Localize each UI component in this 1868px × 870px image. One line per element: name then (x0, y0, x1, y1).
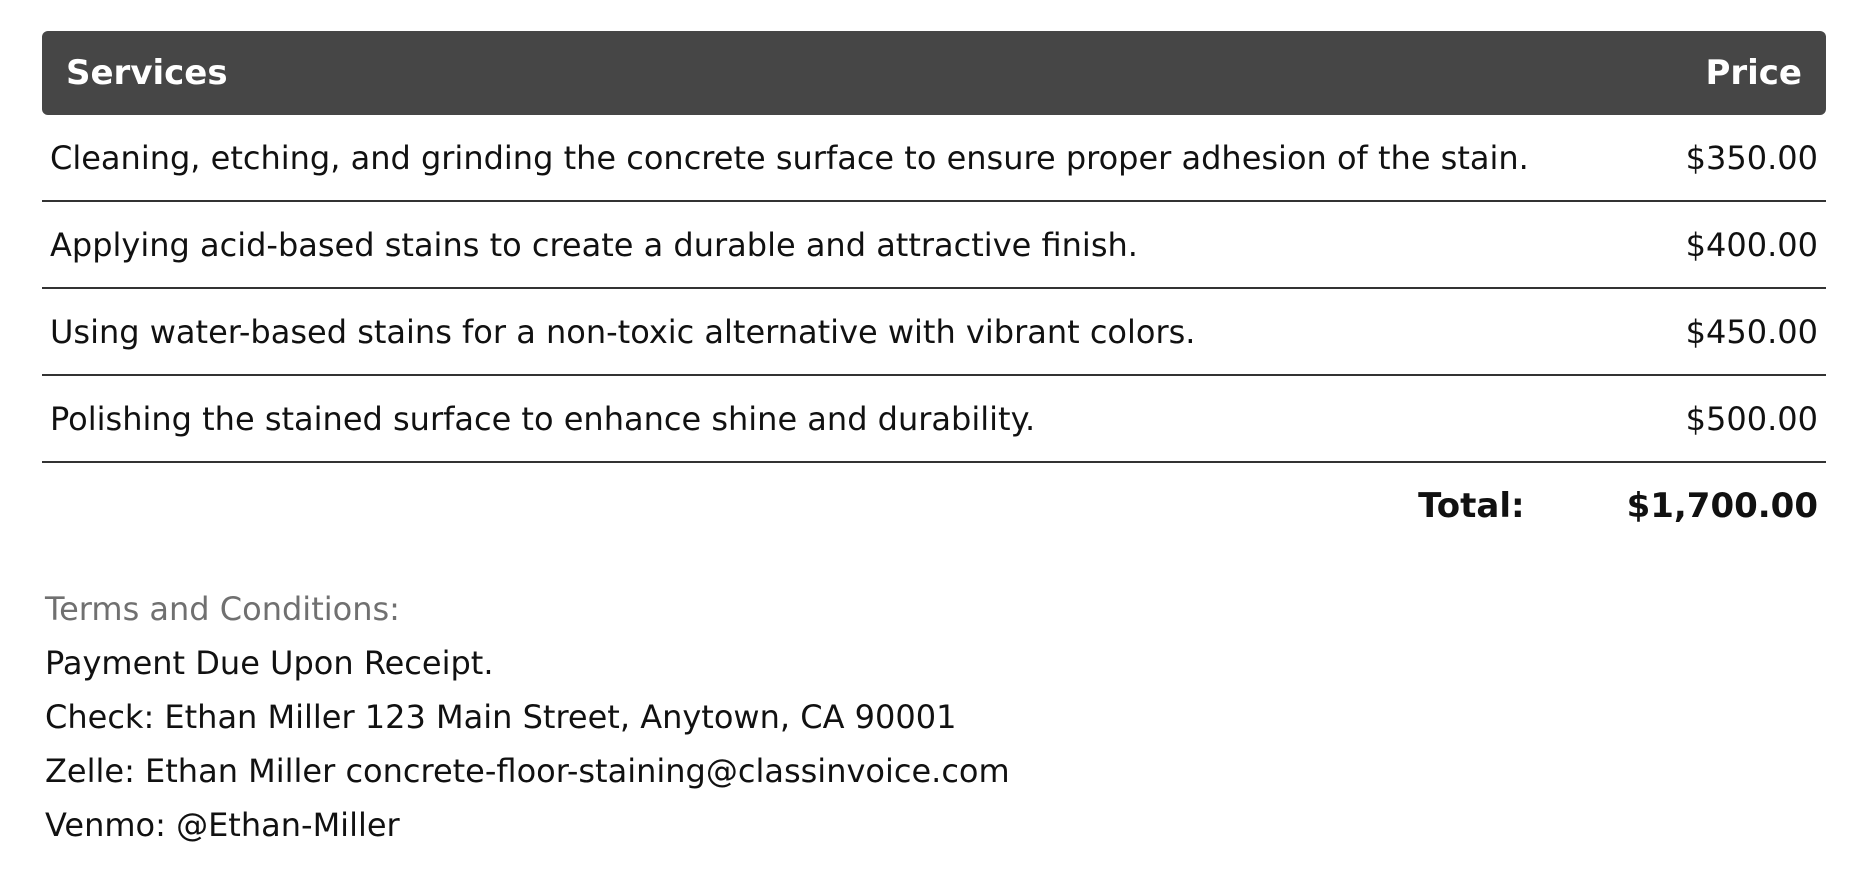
total-row (42, 462, 1826, 548)
check-payment-line: Check: Ethan Miller 123 Main Street, Anytown, CA 90001 (45, 698, 957, 736)
table-row (42, 375, 1826, 462)
zelle-payment-line: Zelle: Ethan Miller concrete-floor-staining@classinvoice.com (45, 752, 1010, 790)
service-price: $500.00 (1609, 375, 1826, 462)
service-description: Cleaning, etching, and grinding the concrete surface to ensure proper adhesion of the stain. (42, 115, 1609, 201)
service-description: Using water-based stains for a non-toxic alternative with vibrant colors. (42, 288, 1609, 375)
services-column-header: Services (42, 31, 1609, 115)
terms-section (42, 582, 1826, 852)
venmo-payment-line: Venmo: @Ethan-Miller (45, 806, 400, 844)
terms-title: Terms and Conditions: (45, 590, 400, 628)
table-row (42, 288, 1826, 375)
services-table (42, 31, 1826, 548)
table-header-row (42, 31, 1826, 115)
table-row (42, 115, 1826, 201)
service-price: $350.00 (1609, 115, 1826, 201)
invoice-section (42, 31, 1826, 852)
service-description: Applying acid-based stains to create a durable and attractive finish. (42, 201, 1609, 288)
table-row (42, 201, 1826, 288)
service-price: $400.00 (1609, 201, 1826, 288)
payment-due-line: Payment Due Upon Receipt. (45, 644, 494, 682)
service-description: Polishing the stained surface to enhance shine and durability. (42, 375, 1609, 462)
price-column-header: Price (1609, 31, 1826, 115)
service-price: $450.00 (1609, 288, 1826, 375)
total-label: Total: (1418, 485, 1525, 526)
total-value: $1,700.00 (1626, 485, 1818, 526)
